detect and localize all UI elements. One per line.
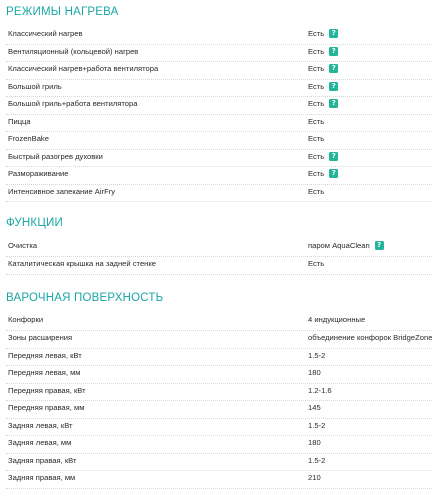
spec-label: Передняя левая, мм: [8, 368, 81, 377]
spec-row: [6, 61, 432, 80]
spec-label: Передняя правая, кВт: [8, 385, 86, 395]
spec-value: 1.5-2: [308, 420, 326, 430]
spec-value: 1.5-2: [308, 350, 326, 360]
spec-row: [6, 26, 432, 45]
spec-value: 210: [308, 473, 321, 482]
spec-value: Есть ?: [308, 47, 338, 56]
spec-row: [6, 79, 432, 98]
spec-value: 1.5-2: [308, 455, 326, 465]
spec-value: Есть: [308, 134, 325, 143]
spec-label: Большой гриль+работа вентилятора: [8, 99, 138, 108]
spec-label: Задняя левая, кВт: [8, 420, 73, 430]
spec-value: Есть: [308, 186, 325, 196]
spec-row: [6, 365, 432, 384]
help-icon[interactable]: ?: [329, 99, 338, 108]
help-icon[interactable]: ?: [329, 152, 338, 161]
spec-row: [6, 312, 432, 331]
spec-value: 180: [308, 368, 321, 377]
spec-row: [6, 435, 432, 454]
spec-row: [6, 383, 432, 402]
spec-row: [6, 400, 432, 419]
spec-label: Пицца: [8, 116, 31, 126]
spec-row: [6, 238, 432, 257]
spec-value: 4 индукционные: [308, 315, 366, 324]
spec-label: FrozenBake: [8, 134, 49, 143]
spec-label: Каталитическая крышка на задней стенке: [8, 259, 156, 268]
spec-label: Интенсивное запекание AirFry: [8, 186, 116, 196]
spec-label: Задняя правая, кВт: [8, 455, 77, 465]
spec-value: Есть: [308, 116, 325, 126]
spec-label: Размораживание: [8, 169, 69, 178]
spec-row: [6, 96, 432, 115]
spec-row: [6, 330, 432, 349]
spec-value: Есть ?: [308, 29, 338, 38]
spec-value: Есть ?: [308, 152, 338, 161]
spec-label: Зоны расширения: [8, 333, 73, 342]
spec-row: [6, 418, 432, 437]
help-icon[interactable]: ?: [329, 47, 338, 56]
spec-label: Вентиляционный (кольцевой) нагрев: [8, 46, 139, 56]
spec-label: Передняя левая, кВт: [8, 350, 82, 360]
spec-label: Классический нагрев+работа вентилятора: [8, 64, 159, 73]
spec-label: Задняя левая, мм: [8, 438, 72, 447]
help-icon[interactable]: ?: [329, 82, 338, 91]
spec-label: Классический нагрев: [8, 29, 83, 38]
spec-row: [6, 453, 432, 472]
spec-value: объединение конфорок BridgeZone: [308, 333, 433, 342]
spec-row: [6, 256, 432, 275]
spec-label: Быстрый разогрев духовки: [8, 151, 103, 161]
spec-value: паром AquaClean ?: [308, 241, 384, 250]
help-icon[interactable]: ?: [329, 169, 338, 178]
spec-row: [6, 44, 432, 63]
section-title-heating-modes: РЕЖИМЫ НАГРЕВА: [6, 6, 119, 18]
spec-row: [6, 149, 432, 168]
spec-value: Есть ?: [308, 64, 338, 73]
spec-value: Есть ?: [308, 99, 338, 108]
spec-row: [6, 131, 432, 150]
spec-label: Очистка: [8, 241, 38, 250]
spec-value: 180: [308, 438, 321, 447]
spec-row: [6, 166, 432, 185]
spec-row: [6, 470, 432, 489]
spec-label: Задняя правая, мм: [8, 473, 76, 482]
spec-value: Есть ?: [308, 169, 338, 178]
help-icon[interactable]: ?: [329, 64, 338, 73]
spec-value: Есть ?: [308, 82, 338, 91]
spec-value: 1.2-1.6: [308, 385, 332, 395]
spec-value: Есть: [308, 259, 325, 268]
spec-row: [6, 348, 432, 367]
spec-label: Большой гриль: [8, 81, 62, 91]
spec-label: Конфорки: [8, 315, 44, 324]
section-title-functions: ФУНКЦИИ: [6, 217, 63, 229]
help-icon[interactable]: ?: [329, 29, 338, 38]
section-title-cooktop: ВАРОЧНАЯ ПОВЕРХНОСТЬ: [6, 292, 164, 304]
spec-row: [6, 114, 432, 133]
spec-row: [6, 184, 432, 203]
spec-label: Передняя правая, мм: [8, 403, 85, 412]
spec-value: 145: [308, 403, 321, 412]
help-icon[interactable]: ?: [375, 241, 384, 250]
